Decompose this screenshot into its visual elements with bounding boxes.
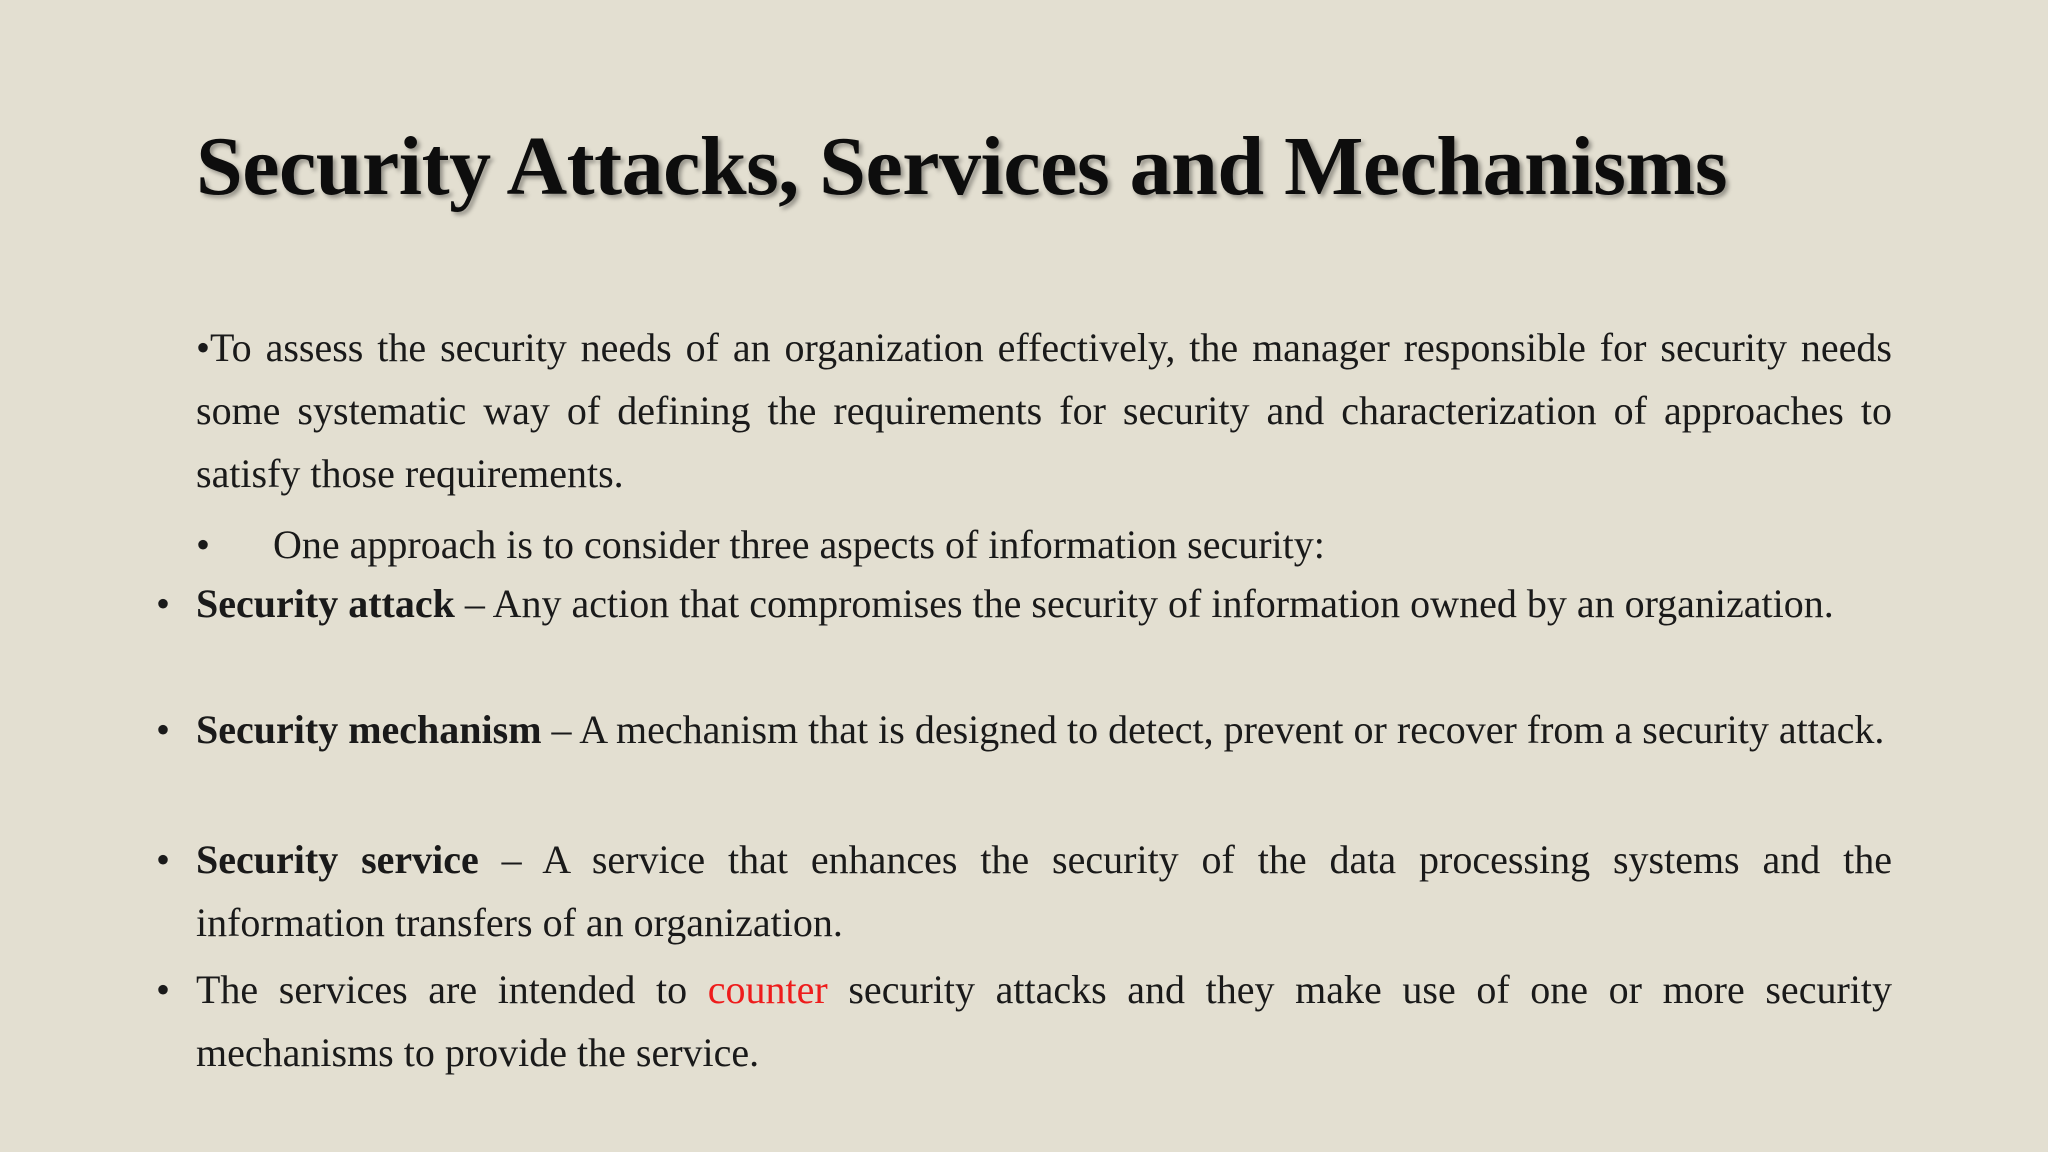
intro-bullet: • [196, 325, 211, 370]
slide-title: Security Attacks, Services and Mechanisms [196, 120, 1728, 213]
approach-text: One approach is to consider three aspects of information security: [273, 522, 1325, 567]
closing-paragraph [196, 958, 1892, 1084]
item-term-attack: Security attack [196, 581, 455, 626]
item-definition-service: – A service that enhances the security of the data processing systems and the information transfers of an organization. [196, 837, 1892, 945]
item-definition-mechanism: – A mechanism that is designed to detect, prevent or recover from a security attack. [541, 707, 1885, 752]
item-bullet-attack: • [156, 581, 171, 626]
item-security-attack [196, 572, 1892, 635]
closing-text-before: The services are intended to [196, 967, 708, 1012]
item-term-mechanism: Security mechanism [196, 707, 542, 752]
item-security-service [196, 828, 1892, 954]
intro-paragraph [196, 316, 1892, 505]
item-bullet-service: • [156, 837, 171, 882]
item-security-mechanism [196, 698, 1892, 761]
item-definition-attack: – Any action that compromises the security of information owned by an organization. [454, 581, 1834, 626]
intro-text: To assess the security needs of an organization effectively, the manager responsible for security needs some systematic way of defining the requirements for security and characterization of approaches to satisfy those requirements. [196, 325, 1892, 496]
closing-bullet: • [156, 967, 171, 1012]
item-bullet-mechanism: • [156, 707, 171, 752]
item-term-service: Security service [196, 837, 479, 882]
closing-text-after: security attacks and they make use of one or more security mechanisms to provide the service. [196, 967, 1892, 1075]
approach-bullet: • [196, 522, 211, 567]
closing-highlight-counter: counter [707, 967, 828, 1012]
